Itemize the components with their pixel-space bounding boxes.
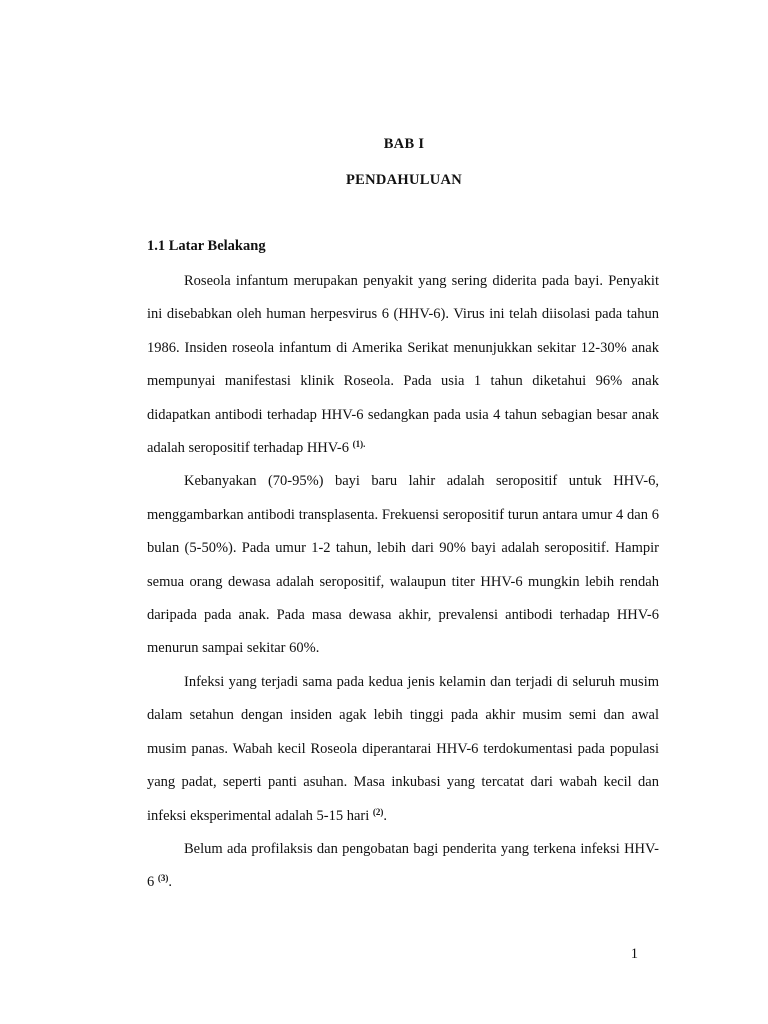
paragraph-text: Kebanyakan (70-95%) bayi baru lahir adalah seropositif untuk HHV-6, menggambarkan antibodi transplasenta. Frekuensi seropositif turun antara umur 4 dan 6 bulan (5-50%). Pada umur 1-2 tahun, lebih dari 90% bayi adalah seropositif. Hampir semua orang dewasa adalah seropositif, walaupun titer HHV-6 mungkin lebih rendah daripada pada anak. Pada masa dewasa akhir, prevalensi antibodi terhadap HHV-6 menurun sampai sekitar 60%. xyxy=(147,473,659,657)
paragraph-text: Infeksi yang terjadi sama pada kedua jenis kelamin dan terjadi di seluruh musim dalam setahun dengan insiden agak lebih tinggi pada akhir musim semi dan awal musim panas. Wabah kecil Roseola diperantarai HHV-6 terdokumentasi pada populasi yang padat, seperti panti asuhan. Masa inkubasi yang tercatat dari wabah kecil dan infeksi eksperimental adalah 5-15 hari xyxy=(147,673,659,824)
chapter-title: PENDAHULUAN xyxy=(345,172,463,188)
paragraph-tail: . xyxy=(383,807,388,824)
paragraph-2 xyxy=(147,465,659,665)
paragraph-4 xyxy=(147,833,659,900)
paragraph-1 xyxy=(147,265,659,465)
section-heading: 1.1 Latar Belakang xyxy=(147,238,266,254)
body-text xyxy=(147,265,659,900)
paragraph-text: Roseola infantum merupakan penyakit yang sering diderita pada bayi. Penyakit ini disebabkan oleh human herpesvirus 6 (HHV-6). Virus ini telah diisolasi pada tahun 1986. Insiden roseola infantum di Amerika Serikat menunjukkan sekitar 12-30% anak mempunyai manifestasi klinik Roseola. Pada usia 1 tahun diketahui 96% anak didapatkan antibodi terhadap HHV-6 sedangkan pada usia 4 tahun sebagian besar anak adalah seropositif terhadap HHV-6 xyxy=(147,273,659,457)
citation: (1). xyxy=(352,439,366,450)
paragraph-text: Belum ada profilaksis dan pengobatan bagi penderita yang terkena infeksi HHV-6 xyxy=(147,840,659,891)
paragraph-tail: . xyxy=(168,874,172,891)
page-number: 1 xyxy=(630,946,638,962)
citation: (3) xyxy=(157,873,169,884)
chapter-label: BAB I xyxy=(383,136,425,152)
citation: (2) xyxy=(372,806,384,817)
paragraph-3 xyxy=(147,666,659,833)
